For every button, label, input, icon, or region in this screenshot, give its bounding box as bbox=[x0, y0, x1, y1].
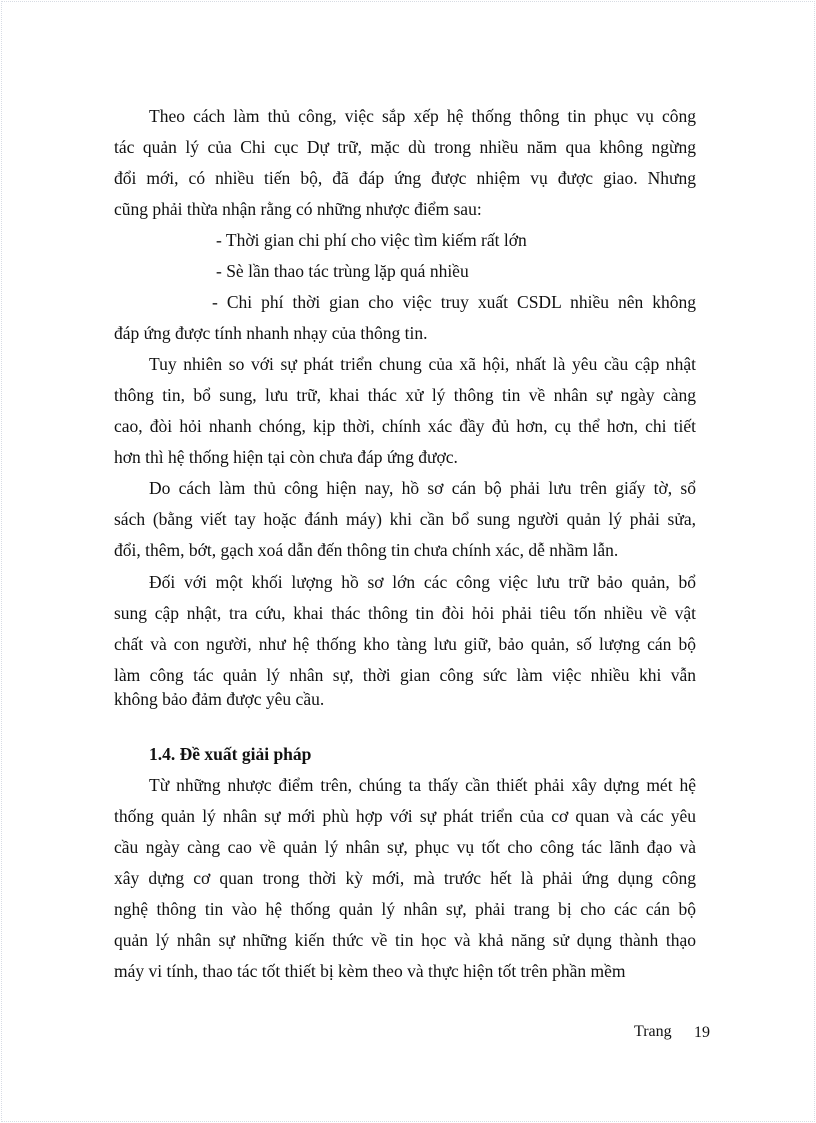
text-line: Từ những nhược điểm trên, chúng ta thấy cần thiết phải xây dựng mét hệ bbox=[149, 775, 696, 795]
text-line: Đối với một khối lượng hồ sơ lớn các công việc lưu trữ bảo quản, bổ bbox=[149, 572, 696, 592]
text-line: sách (bằng viết tay hoặc đánh máy) khi cần bổ sung người quản lý phải sửa, bbox=[114, 509, 696, 529]
text-line: chất và con người, như hệ thống kho tàng lưu giữ, bảo quản, số lượng cán bộ bbox=[114, 634, 696, 654]
page-label: Trang bbox=[634, 1023, 672, 1040]
text-line: đổi mới, có nhiều tiến bộ, đã đáp ứng được nhiệm vụ được giao. Nhưng bbox=[114, 168, 696, 188]
bullet-item: - Sè lần thao tác trùng lặp quá nhiều bbox=[216, 261, 469, 281]
text-line: cũng phải thừa nhận rằng có những nhược điểm sau: bbox=[114, 199, 482, 219]
text-line: Theo cách làm thủ công, việc sắp xếp hệ thống thông tin phục vụ công bbox=[149, 106, 696, 126]
page-number: 19 bbox=[694, 1024, 710, 1041]
text-line: sung cập nhật, tra cứu, khai thác thông tin đòi hỏi phải tiêu tốn nhiều về vật bbox=[114, 603, 696, 623]
text-line: Do cách làm thủ công hiện nay, hồ sơ cán bộ phải lưu trên giấy tờ, sổ bbox=[149, 478, 696, 498]
text-line: xây dựng cơ quan trong thời kỳ mới, mà trước hết là phải ứng dụng công bbox=[114, 868, 696, 888]
text-line: thông tin, bổ sung, lưu trữ, khai thác xử lý thông tin về nhân sự ngày càng bbox=[114, 385, 696, 405]
text-line: hơn thì hệ thống hiện tại còn chưa đáp ứng được. bbox=[114, 447, 458, 467]
text-line: máy vi tính, thao tác tốt thiết bị kèm theo và thực hiện tốt trên phần mềm bbox=[114, 961, 626, 981]
text-line: cầu ngày càng cao về quản lý nhân sự, phục vụ tốt cho công tác lãnh đạo và bbox=[114, 837, 696, 857]
text-line: cao, đòi hỏi nhanh chóng, kịp thời, chính xác đầy đủ hơn, cụ thể hơn, chi tiết bbox=[114, 416, 696, 436]
text-line: đáp ứng được tính nhanh nhạy của thông tin. bbox=[114, 323, 428, 343]
bullet-item: - Thời gian chi phí cho việc tìm kiếm rất lớn bbox=[216, 230, 527, 250]
text-line: thống quản lý nhân sự mới phù hợp với sự phát triển của cơ quan và các yêu bbox=[114, 806, 696, 826]
text-line: Tuy nhiên so với sự phát triển chung của xã hội, nhất là yêu cầu cập nhật bbox=[149, 354, 696, 374]
text-line: quản lý nhân sự những kiến thức về tin học và khả năng sử dụng thành thạo bbox=[114, 930, 696, 950]
bullet-item: - Chi phí thời gian cho việc truy xuất CSDL nhiều nên không bbox=[212, 292, 696, 312]
text-line: làm công tác quản lý nhân sự, thời gian công sức làm việc nhiều khi vẫn bbox=[114, 665, 696, 685]
text-line: tác quản lý của Chi cục Dự trữ, mặc dù trong nhiều năm qua không ngừng bbox=[114, 137, 696, 157]
text-line: không bảo đảm được yêu cầu. bbox=[114, 689, 325, 709]
text-line: nghệ thông tin vào hệ thống quản lý nhân sự, phải trang bị cho các cán bộ bbox=[114, 899, 696, 919]
section-heading: 1.4. Đề xuất giải pháp bbox=[149, 744, 312, 764]
text-line: đổi, thêm, bớt, gạch xoá dẫn đến thông tin chưa chính xác, dễ nhầm lẫn. bbox=[114, 540, 619, 560]
